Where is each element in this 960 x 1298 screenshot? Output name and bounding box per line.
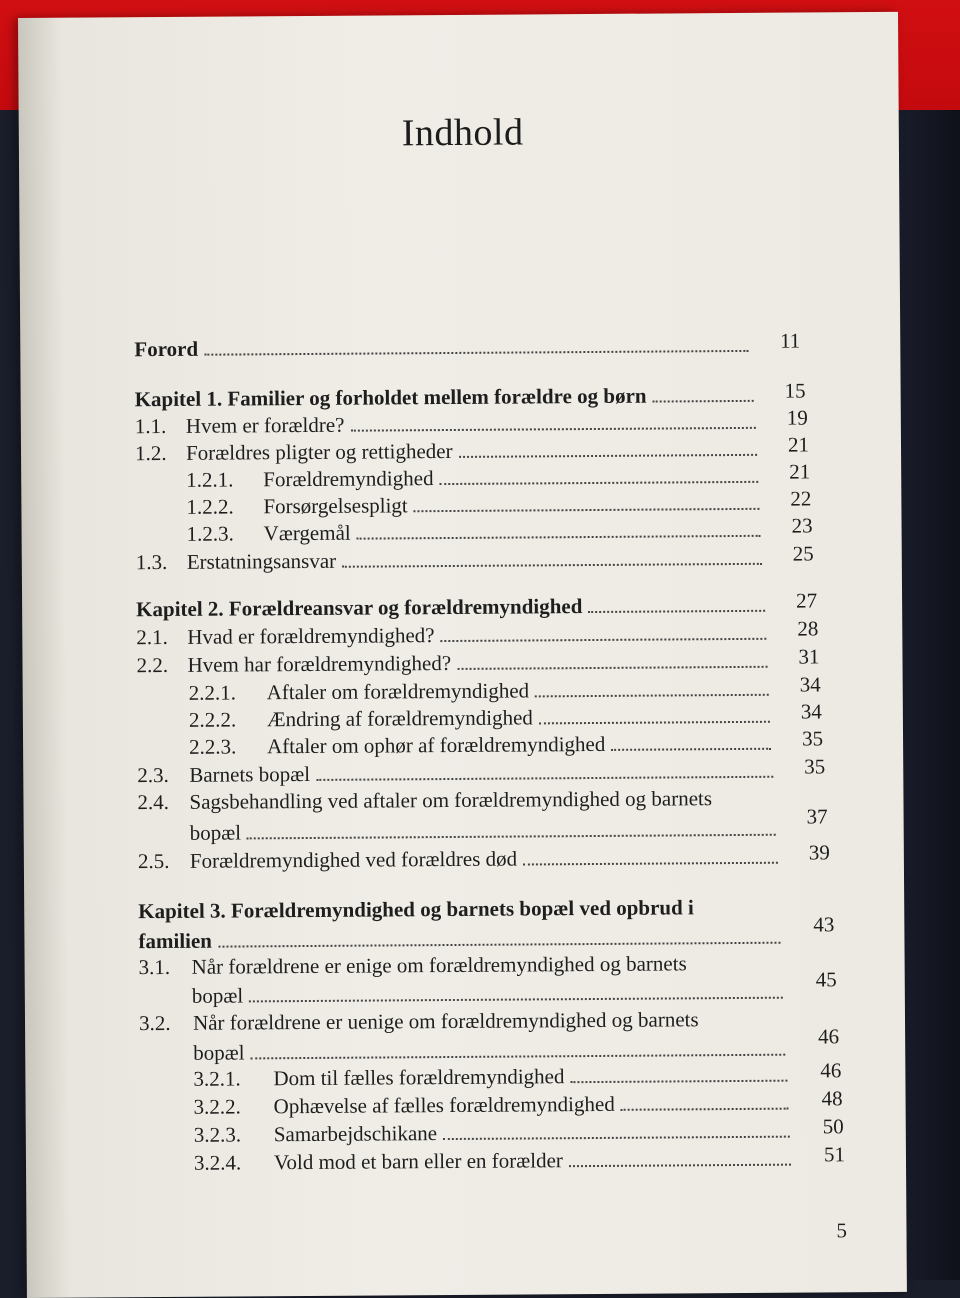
- toc-entry-title: Forældres pligter og rettigheder: [185, 438, 453, 465]
- toc-entry-title: Erstatningsansvar: [186, 548, 337, 574]
- toc-leader-dots: [251, 1054, 786, 1060]
- toc-entry-title-continued: familien: [138, 928, 213, 954]
- toc-page-number: 34: [799, 672, 821, 697]
- toc-entry-number: 2.2.: [136, 652, 169, 678]
- toc-page-number: 46: [818, 1024, 840, 1049]
- toc-entry-number: 2.2.3.: [189, 734, 237, 759]
- toc-entry-title: Kapitel 1. Familier og forholdet mellem forældre og børn: [134, 383, 647, 412]
- toc-page-number: 43: [813, 912, 835, 937]
- toc-entry-title: Når forældrene er enige om forældremyndighed og barnets: [191, 951, 687, 979]
- toc-leader-dots: [357, 535, 761, 540]
- toc-leader-dots: [443, 1136, 790, 1140]
- toc-page-number: 25: [792, 541, 814, 566]
- toc-page-number: 39: [808, 840, 830, 865]
- toc-entry-title-continued: bopæl: [191, 983, 244, 1008]
- toc-page-number: 23: [791, 513, 813, 538]
- toc-entry: [25, 950, 885, 1008]
- toc-entry-title: Dom til fælles forældremyndighed: [273, 1064, 565, 1091]
- toc-leader-dots: [523, 862, 778, 866]
- toc-leader-dots: [459, 454, 757, 458]
- toc-leader-dots: [414, 508, 760, 512]
- toc-entry-title-continued: bopæl: [189, 820, 242, 845]
- toc-entry-title: Samarbejdschikane: [273, 1121, 438, 1147]
- toc-leader-dots: [441, 638, 767, 642]
- toc-entry-title: Når forældrene er uenige om forældremyndighed og barnets: [192, 1007, 699, 1035]
- toc-leader-dots: [611, 748, 771, 751]
- toc-leader-dots: [249, 997, 783, 1003]
- toc-entry-number: 2.2.2.: [188, 707, 237, 732]
- toc-leader-dots: [440, 481, 759, 485]
- toc-entry-title: Forsørgelsespligt: [263, 493, 408, 519]
- toc-leader-dots: [569, 1164, 791, 1168]
- toc-entry-title-continued: bopæl: [193, 1040, 245, 1065]
- toc-page-number: 50: [822, 1114, 844, 1139]
- toc-leader-dots: [535, 694, 769, 698]
- toc-entry-number: 2.1.: [136, 624, 168, 650]
- toc-entry-title: Forældremyndighed: [263, 466, 434, 492]
- toc-entry-number: 1.2.: [134, 440, 167, 466]
- toc-page-number: 21: [789, 459, 811, 484]
- toc-entry-title: Ændring af forældremyndighed: [266, 705, 533, 732]
- toc-entry-number: 2.2.1.: [188, 680, 237, 705]
- toc-page-number: 27: [796, 588, 818, 613]
- toc-leader-dots: [570, 1080, 787, 1084]
- toc-page-number: 45: [815, 967, 837, 992]
- toc-page-number: 11: [779, 328, 801, 353]
- toc-entry-number: 2.5.: [137, 848, 170, 874]
- toc-entry-title: Ophævelse af fælles forældremyndighed: [273, 1091, 615, 1119]
- toc-entry-number: 3.1.: [138, 954, 171, 980]
- toc-entry-title: Vold mod et barn eller en forælder: [273, 1148, 563, 1175]
- toc-entry-number: 1.1.: [134, 413, 167, 439]
- toc-page-number: 31: [798, 644, 820, 669]
- toc-leader-dots: [621, 1108, 789, 1111]
- toc-entry-number: 3.2.: [138, 1010, 171, 1036]
- toc-entry-number: 3.2.3.: [193, 1122, 242, 1147]
- toc-entry-title: Barnets bopæl: [189, 761, 311, 787]
- toc-entry-number: 1.3.: [135, 549, 168, 575]
- toc-entry-title: Hvad er forældremyndighed?: [187, 623, 435, 649]
- toc-leader-dots: [350, 427, 755, 432]
- toc-entry-number: 2.4.: [137, 789, 170, 815]
- toc-leader-dots: [539, 721, 770, 725]
- toc-page-number: 35: [801, 726, 824, 751]
- toc-leader-dots: [588, 610, 765, 613]
- toc-entry-number: 3.2.4.: [193, 1150, 242, 1175]
- toc-entry-number: 1.2.1.: [186, 467, 234, 492]
- toc-leader-dots: [247, 834, 776, 840]
- toc-entry-title: Hvem er forældre?: [185, 412, 345, 438]
- toc-entry-title: Værgemål: [263, 520, 351, 546]
- toc-entry-title: Hvem har forældremyndighed?: [187, 650, 452, 677]
- toc-entry-title: Kapitel 3. Forældremyndighed og barnets bopæl ved opbrud i: [138, 895, 694, 924]
- toc-leader-dots: [457, 666, 767, 670]
- toc-page-number: 21: [787, 432, 810, 457]
- toc-page-number: 48: [821, 1086, 843, 1111]
- toc-entry-number: 3.2.2.: [193, 1094, 241, 1119]
- toc-page-number: 34: [800, 699, 822, 724]
- toc-page-number: 19: [786, 405, 808, 430]
- toc-entry-title: Aftaler om ophør af forældremyndighed: [267, 731, 606, 759]
- toc-page-number: 22: [790, 486, 812, 511]
- toc-entry-title: Aftaler om forældremyndighed: [266, 678, 530, 705]
- book-page: [18, 12, 907, 1298]
- toc-entry: [23, 785, 883, 845]
- page-title: Indhold: [401, 111, 524, 155]
- page-number: 5: [836, 1218, 848, 1243]
- toc-page-number: 51: [823, 1142, 846, 1167]
- toc-entry: [25, 1006, 885, 1065]
- toc-entry-number: 3.2.1.: [193, 1066, 241, 1091]
- toc-entry-title: Forord: [134, 336, 199, 362]
- toc-leader-dots: [204, 350, 748, 356]
- toc-leader-dots: [653, 400, 754, 403]
- toc-entry-number: 1.2.2.: [186, 494, 234, 519]
- toc-entry: [20, 328, 880, 368]
- toc-entry: [22, 541, 882, 581]
- toc-entry-number: 1.2.3.: [186, 521, 234, 546]
- toc-page-number: 46: [820, 1058, 842, 1083]
- toc-leader-dots: [316, 776, 773, 781]
- toc-page-number: 37: [806, 804, 828, 829]
- toc-page-number: 15: [784, 378, 806, 403]
- toc-page-number: 35: [804, 754, 826, 779]
- toc-entry-title: Kapitel 2. Forældreansvar og forældremyndighed: [136, 594, 583, 622]
- toc-entry: [24, 894, 884, 954]
- toc-entry-title: Forældremyndighed ved forældres død: [189, 846, 518, 873]
- toc-leader-dots: [218, 942, 781, 948]
- toc-entry: [24, 840, 884, 880]
- toc-leader-dots: [342, 563, 762, 568]
- toc-entry-title: Sagsbehandling ved aftaler om forældremyndighed og barnets: [189, 786, 713, 814]
- toc-page-number: 28: [797, 616, 819, 641]
- toc-entry: [26, 1142, 886, 1182]
- toc-entry-number: 2.3.: [137, 762, 169, 788]
